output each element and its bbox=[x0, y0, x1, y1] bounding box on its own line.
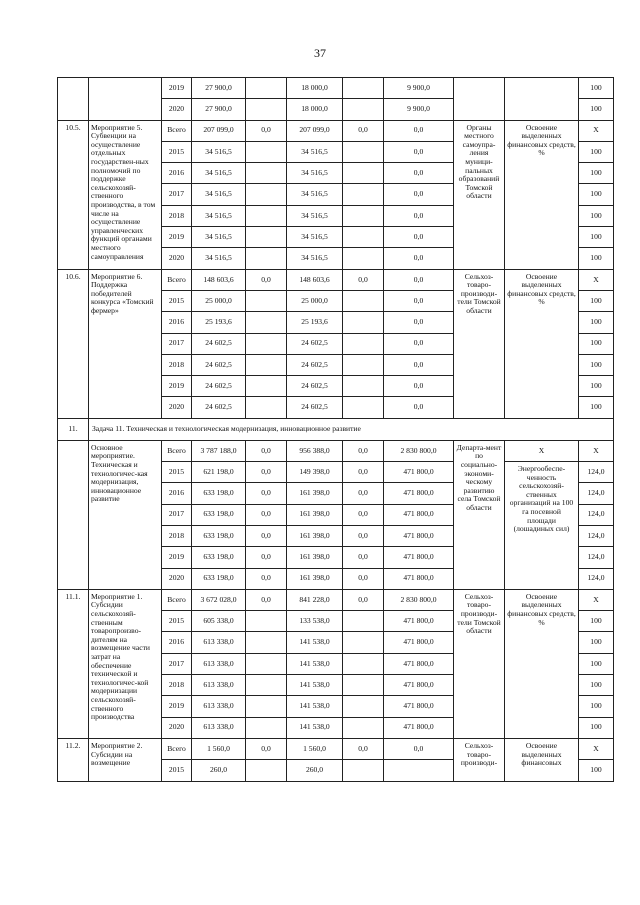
reg-cell: 34 516,5 bbox=[287, 184, 343, 205]
loc-cell: 0,0 bbox=[343, 547, 384, 568]
year-cell: 2017 bbox=[162, 653, 192, 674]
fed-cell bbox=[246, 397, 287, 418]
table-row bbox=[58, 269, 614, 290]
total-cell: 25 193,6 bbox=[192, 312, 246, 333]
other-cell: 0,0 bbox=[384, 248, 454, 269]
target-cell: 100 bbox=[579, 227, 614, 248]
reg-cell: 24 602,5 bbox=[287, 397, 343, 418]
year-cell: 2019 bbox=[162, 696, 192, 717]
loc-cell: 0,0 bbox=[343, 525, 384, 546]
other-cell bbox=[384, 760, 454, 781]
row-number-cell bbox=[58, 78, 89, 121]
loc-cell: 0,0 bbox=[343, 738, 384, 759]
other-cell: 471 800,0 bbox=[384, 483, 454, 504]
target-cell: 100 bbox=[579, 99, 614, 120]
row-number-cell: 10.5. bbox=[58, 120, 89, 269]
executor-cell: Департа-мент по социально-экономи-ческому развитию села Томской области bbox=[454, 440, 505, 589]
total-cell: 24 602,5 bbox=[192, 333, 246, 354]
target-cell: 100 bbox=[579, 248, 614, 269]
year-cell: 2018 bbox=[162, 675, 192, 696]
total-cell: 25 000,0 bbox=[192, 290, 246, 311]
fed-cell bbox=[246, 696, 287, 717]
reg-cell: 18 000,0 bbox=[287, 78, 343, 99]
reg-cell: 841 228,0 bbox=[287, 589, 343, 610]
year-cell: Всего bbox=[162, 269, 192, 290]
executor-cell: Сельхоз-товаро-производи-тели Томской области bbox=[454, 589, 505, 738]
fed-cell bbox=[246, 376, 287, 397]
loc-cell bbox=[343, 99, 384, 120]
total-cell: 633 198,0 bbox=[192, 504, 246, 525]
total-cell: 34 516,5 bbox=[192, 163, 246, 184]
fed-cell bbox=[246, 760, 287, 781]
row-number-cell: 10.6. bbox=[58, 269, 89, 418]
target-cell: X bbox=[579, 120, 614, 141]
target-cell: 100 bbox=[579, 376, 614, 397]
other-cell: 0,0 bbox=[384, 290, 454, 311]
year-cell: 2016 bbox=[162, 163, 192, 184]
loc-cell bbox=[343, 184, 384, 205]
total-cell: 34 516,5 bbox=[192, 141, 246, 162]
total-cell: 633 198,0 bbox=[192, 547, 246, 568]
total-cell: 34 516,5 bbox=[192, 205, 246, 226]
fed-cell: 0,0 bbox=[246, 504, 287, 525]
indicator-cell: Освоение выделенных финансовых bbox=[505, 738, 579, 781]
target-cell: X bbox=[579, 440, 614, 461]
loc-cell bbox=[343, 397, 384, 418]
year-cell: 2019 bbox=[162, 376, 192, 397]
target-cell: 124,0 bbox=[579, 462, 614, 483]
loc-cell bbox=[343, 141, 384, 162]
fed-cell: 0,0 bbox=[246, 483, 287, 504]
program-table bbox=[57, 77, 614, 782]
task-number-cell: 11. bbox=[58, 418, 89, 440]
loc-cell bbox=[343, 653, 384, 674]
year-cell: 2020 bbox=[162, 248, 192, 269]
loc-cell: 0,0 bbox=[343, 568, 384, 589]
loc-cell: 0,0 bbox=[343, 269, 384, 290]
target-cell: 100 bbox=[579, 653, 614, 674]
indicator-cell: Освоение выделенных финансовых средств, % bbox=[505, 120, 579, 269]
year-cell: 2015 bbox=[162, 760, 192, 781]
fed-cell bbox=[246, 141, 287, 162]
loc-cell bbox=[343, 163, 384, 184]
fed-cell bbox=[246, 312, 287, 333]
loc-cell: 0,0 bbox=[343, 120, 384, 141]
target-cell: X bbox=[579, 269, 614, 290]
other-cell: 471 800,0 bbox=[384, 675, 454, 696]
other-cell: 2 830 800,0 bbox=[384, 589, 454, 610]
task-title-cell: Задача 11. Техническая и технологическая модернизация, инновационное развитие bbox=[89, 418, 614, 440]
year-cell: 2020 bbox=[162, 397, 192, 418]
loc-cell bbox=[343, 248, 384, 269]
target-cell: 100 bbox=[579, 312, 614, 333]
target-cell: 124,0 bbox=[579, 504, 614, 525]
target-cell: 100 bbox=[579, 78, 614, 99]
event-name-cell bbox=[89, 78, 162, 121]
fed-cell bbox=[246, 675, 287, 696]
executor-cell bbox=[454, 78, 505, 121]
total-cell: 633 198,0 bbox=[192, 483, 246, 504]
fed-cell bbox=[246, 163, 287, 184]
fed-cell bbox=[246, 205, 287, 226]
other-cell: 471 800,0 bbox=[384, 504, 454, 525]
target-cell: 100 bbox=[579, 611, 614, 632]
loc-cell bbox=[343, 611, 384, 632]
fed-cell: 0,0 bbox=[246, 269, 287, 290]
table-row bbox=[58, 440, 614, 461]
total-cell: 3 672 028,0 bbox=[192, 589, 246, 610]
loc-cell bbox=[343, 78, 384, 99]
fed-cell: 0,0 bbox=[246, 525, 287, 546]
fed-cell bbox=[246, 290, 287, 311]
target-cell: 100 bbox=[579, 290, 614, 311]
loc-cell bbox=[343, 717, 384, 738]
total-cell: 24 602,5 bbox=[192, 354, 246, 375]
reg-cell: 161 398,0 bbox=[287, 483, 343, 504]
year-cell: 2015 bbox=[162, 611, 192, 632]
year-cell: 2016 bbox=[162, 312, 192, 333]
other-cell: 0,0 bbox=[384, 141, 454, 162]
year-cell: 2020 bbox=[162, 717, 192, 738]
total-cell: 207 099,0 bbox=[192, 120, 246, 141]
target-cell: 100 bbox=[579, 354, 614, 375]
reg-cell: 34 516,5 bbox=[287, 248, 343, 269]
loc-cell bbox=[343, 760, 384, 781]
other-cell: 2 830 800,0 bbox=[384, 440, 454, 461]
executor-cell: Сельхоз-товаро-производи- bbox=[454, 738, 505, 781]
loc-cell bbox=[343, 675, 384, 696]
task-row bbox=[58, 418, 614, 440]
other-cell: 0,0 bbox=[384, 227, 454, 248]
loc-cell bbox=[343, 290, 384, 311]
fed-cell bbox=[246, 333, 287, 354]
year-cell: 2019 bbox=[162, 78, 192, 99]
target-cell: 100 bbox=[579, 632, 614, 653]
loc-cell bbox=[343, 696, 384, 717]
other-cell: 471 800,0 bbox=[384, 717, 454, 738]
year-cell: 2015 bbox=[162, 462, 192, 483]
year-cell: 2016 bbox=[162, 632, 192, 653]
year-cell: Всего bbox=[162, 738, 192, 759]
loc-cell bbox=[343, 354, 384, 375]
other-cell: 471 800,0 bbox=[384, 568, 454, 589]
fed-cell bbox=[246, 611, 287, 632]
reg-cell: 1 560,0 bbox=[287, 738, 343, 759]
other-cell: 471 800,0 bbox=[384, 611, 454, 632]
target-cell: 100 bbox=[579, 397, 614, 418]
other-cell: 0,0 bbox=[384, 333, 454, 354]
loc-cell: 0,0 bbox=[343, 483, 384, 504]
year-cell: Всего bbox=[162, 440, 192, 461]
target-cell: 100 bbox=[579, 184, 614, 205]
total-cell: 24 602,5 bbox=[192, 397, 246, 418]
loc-cell bbox=[343, 227, 384, 248]
target-cell: 124,0 bbox=[579, 568, 614, 589]
other-cell: 471 800,0 bbox=[384, 653, 454, 674]
other-cell: 0,0 bbox=[384, 184, 454, 205]
reg-cell: 161 398,0 bbox=[287, 504, 343, 525]
reg-cell: 34 516,5 bbox=[287, 163, 343, 184]
page-number: 37 bbox=[314, 46, 326, 60]
reg-cell: 149 398,0 bbox=[287, 462, 343, 483]
total-cell: 27 900,0 bbox=[192, 99, 246, 120]
fed-cell bbox=[246, 354, 287, 375]
table-row bbox=[58, 589, 614, 610]
fed-cell bbox=[246, 653, 287, 674]
reg-cell: 141 538,0 bbox=[287, 653, 343, 674]
year-cell: 2018 bbox=[162, 525, 192, 546]
reg-cell: 148 603,6 bbox=[287, 269, 343, 290]
fed-cell bbox=[246, 78, 287, 99]
total-cell: 613 338,0 bbox=[192, 675, 246, 696]
total-cell: 3 787 188,0 bbox=[192, 440, 246, 461]
loc-cell: 0,0 bbox=[343, 504, 384, 525]
year-cell: 2018 bbox=[162, 354, 192, 375]
reg-cell: 141 538,0 bbox=[287, 675, 343, 696]
total-cell: 633 198,0 bbox=[192, 568, 246, 589]
reg-cell: 161 398,0 bbox=[287, 525, 343, 546]
total-cell: 148 603,6 bbox=[192, 269, 246, 290]
indicator-cell bbox=[505, 78, 579, 121]
other-cell: 0,0 bbox=[384, 376, 454, 397]
other-cell: 0,0 bbox=[384, 312, 454, 333]
other-cell: 0,0 bbox=[384, 738, 454, 759]
year-cell: 2015 bbox=[162, 290, 192, 311]
loc-cell bbox=[343, 376, 384, 397]
table-row bbox=[58, 78, 614, 99]
table-row bbox=[58, 738, 614, 759]
event-name-cell: Основное мероприятие. Техническая и технологичес-кая модернизация, инновационное развитие bbox=[89, 440, 162, 589]
reg-cell: 34 516,5 bbox=[287, 205, 343, 226]
indicator-cell: Энергообеспе-ченность сельскохозяй-ственных организаций на 100 га посевной площади (лошадиных сил) bbox=[505, 462, 579, 590]
fed-cell: 0,0 bbox=[246, 547, 287, 568]
other-cell: 0,0 bbox=[384, 354, 454, 375]
other-cell: 0,0 bbox=[384, 269, 454, 290]
fed-cell bbox=[246, 184, 287, 205]
other-cell: 0,0 bbox=[384, 397, 454, 418]
indicator-cell: Освоение выделенных финансовых средств, % bbox=[505, 269, 579, 418]
other-cell: 471 800,0 bbox=[384, 525, 454, 546]
loc-cell: 0,0 bbox=[343, 440, 384, 461]
executor-cell: Сельхоз-товаро-производи-тели Томской области bbox=[454, 269, 505, 418]
fed-cell: 0,0 bbox=[246, 120, 287, 141]
fed-cell bbox=[246, 717, 287, 738]
total-cell: 633 198,0 bbox=[192, 525, 246, 546]
year-cell: 2018 bbox=[162, 205, 192, 226]
reg-cell: 161 398,0 bbox=[287, 547, 343, 568]
reg-cell: 24 602,5 bbox=[287, 376, 343, 397]
event-name-cell: Мероприятие 2. Субсидии на возмещение bbox=[89, 738, 162, 781]
target-cell: 124,0 bbox=[579, 525, 614, 546]
indicator-cell: Освоение выделенных финансовых средств, % bbox=[505, 589, 579, 738]
target-cell: X bbox=[579, 589, 614, 610]
total-cell: 1 560,0 bbox=[192, 738, 246, 759]
other-cell: 0,0 bbox=[384, 205, 454, 226]
other-cell: 471 800,0 bbox=[384, 632, 454, 653]
other-cell: 0,0 bbox=[384, 163, 454, 184]
year-cell: 2015 bbox=[162, 141, 192, 162]
target-cell: 100 bbox=[579, 675, 614, 696]
reg-cell: 956 388,0 bbox=[287, 440, 343, 461]
target-cell: 100 bbox=[579, 205, 614, 226]
row-number-cell: 11.1. bbox=[58, 589, 89, 738]
fed-cell bbox=[246, 632, 287, 653]
reg-cell: 25 193,6 bbox=[287, 312, 343, 333]
fed-cell: 0,0 bbox=[246, 462, 287, 483]
target-cell: 124,0 bbox=[579, 483, 614, 504]
reg-cell: 34 516,5 bbox=[287, 227, 343, 248]
year-cell: 2019 bbox=[162, 227, 192, 248]
loc-cell bbox=[343, 333, 384, 354]
executor-cell: Органы местного самоупра-ления муници-пальных образований Томской области bbox=[454, 120, 505, 269]
total-cell: 613 338,0 bbox=[192, 632, 246, 653]
reg-cell: 18 000,0 bbox=[287, 99, 343, 120]
year-cell: Всего bbox=[162, 120, 192, 141]
other-cell: 471 800,0 bbox=[384, 547, 454, 568]
year-cell: 2017 bbox=[162, 184, 192, 205]
reg-cell: 141 538,0 bbox=[287, 696, 343, 717]
event-name-cell: Мероприятие 6. Поддержка победителей конкурса «Томский фермер» bbox=[89, 269, 162, 418]
target-cell: X bbox=[579, 738, 614, 759]
reg-cell: 24 602,5 bbox=[287, 354, 343, 375]
reg-cell: 34 516,5 bbox=[287, 141, 343, 162]
event-name-cell: Мероприятие 5. Субвенции на осуществление отдельных государствен-ных полномочий по поддержке сельскохозяй-ственного производства, в том числе на осуществление управленческих функций органами местного самоуправления bbox=[89, 120, 162, 269]
loc-cell: 0,0 bbox=[343, 589, 384, 610]
total-cell: 613 338,0 bbox=[192, 653, 246, 674]
fed-cell bbox=[246, 248, 287, 269]
reg-cell: 260,0 bbox=[287, 760, 343, 781]
total-cell: 260,0 bbox=[192, 760, 246, 781]
year-cell: 2019 bbox=[162, 547, 192, 568]
row-number-cell: 11.2. bbox=[58, 738, 89, 781]
table-body bbox=[58, 78, 614, 782]
other-cell: 471 800,0 bbox=[384, 462, 454, 483]
total-cell: 613 338,0 bbox=[192, 717, 246, 738]
row-number-cell bbox=[58, 440, 89, 589]
other-cell: 9 900,0 bbox=[384, 78, 454, 99]
indicator-head-cell: X bbox=[505, 440, 579, 461]
reg-cell: 25 000,0 bbox=[287, 290, 343, 311]
total-cell: 621 198,0 bbox=[192, 462, 246, 483]
other-cell: 9 900,0 bbox=[384, 99, 454, 120]
year-cell: Всего bbox=[162, 589, 192, 610]
fed-cell: 0,0 bbox=[246, 589, 287, 610]
target-cell: 100 bbox=[579, 333, 614, 354]
loc-cell bbox=[343, 312, 384, 333]
year-cell: 2020 bbox=[162, 568, 192, 589]
year-cell: 2017 bbox=[162, 504, 192, 525]
total-cell: 27 900,0 bbox=[192, 78, 246, 99]
total-cell: 24 602,5 bbox=[192, 376, 246, 397]
loc-cell: 0,0 bbox=[343, 462, 384, 483]
year-cell: 2020 bbox=[162, 99, 192, 120]
target-cell: 100 bbox=[579, 760, 614, 781]
target-cell: 100 bbox=[579, 717, 614, 738]
target-cell: 124,0 bbox=[579, 547, 614, 568]
loc-cell bbox=[343, 205, 384, 226]
target-cell: 100 bbox=[579, 141, 614, 162]
reg-cell: 207 099,0 bbox=[287, 120, 343, 141]
total-cell: 605 338,0 bbox=[192, 611, 246, 632]
fed-cell bbox=[246, 99, 287, 120]
reg-cell: 141 538,0 bbox=[287, 632, 343, 653]
reg-cell: 24 602,5 bbox=[287, 333, 343, 354]
year-cell: 2016 bbox=[162, 483, 192, 504]
other-cell: 0,0 bbox=[384, 120, 454, 141]
reg-cell: 161 398,0 bbox=[287, 568, 343, 589]
reg-cell: 141 538,0 bbox=[287, 717, 343, 738]
total-cell: 34 516,5 bbox=[192, 184, 246, 205]
table-row bbox=[58, 120, 614, 141]
total-cell: 613 338,0 bbox=[192, 696, 246, 717]
fed-cell: 0,0 bbox=[246, 568, 287, 589]
other-cell: 471 800,0 bbox=[384, 696, 454, 717]
year-cell: 2017 bbox=[162, 333, 192, 354]
target-cell: 100 bbox=[579, 696, 614, 717]
event-name-cell: Мероприятие 1. Субсидии сельскохозяй-ственным товаропроизво-дителям на возмещение части затрат на обеспечение технической и технологичес-кой модернизации сельскохозяй-ственного производства bbox=[89, 589, 162, 738]
total-cell: 34 516,5 bbox=[192, 227, 246, 248]
fed-cell: 0,0 bbox=[246, 440, 287, 461]
fed-cell bbox=[246, 227, 287, 248]
loc-cell bbox=[343, 632, 384, 653]
total-cell: 34 516,5 bbox=[192, 248, 246, 269]
reg-cell: 133 538,0 bbox=[287, 611, 343, 632]
fed-cell: 0,0 bbox=[246, 738, 287, 759]
target-cell: 100 bbox=[579, 163, 614, 184]
